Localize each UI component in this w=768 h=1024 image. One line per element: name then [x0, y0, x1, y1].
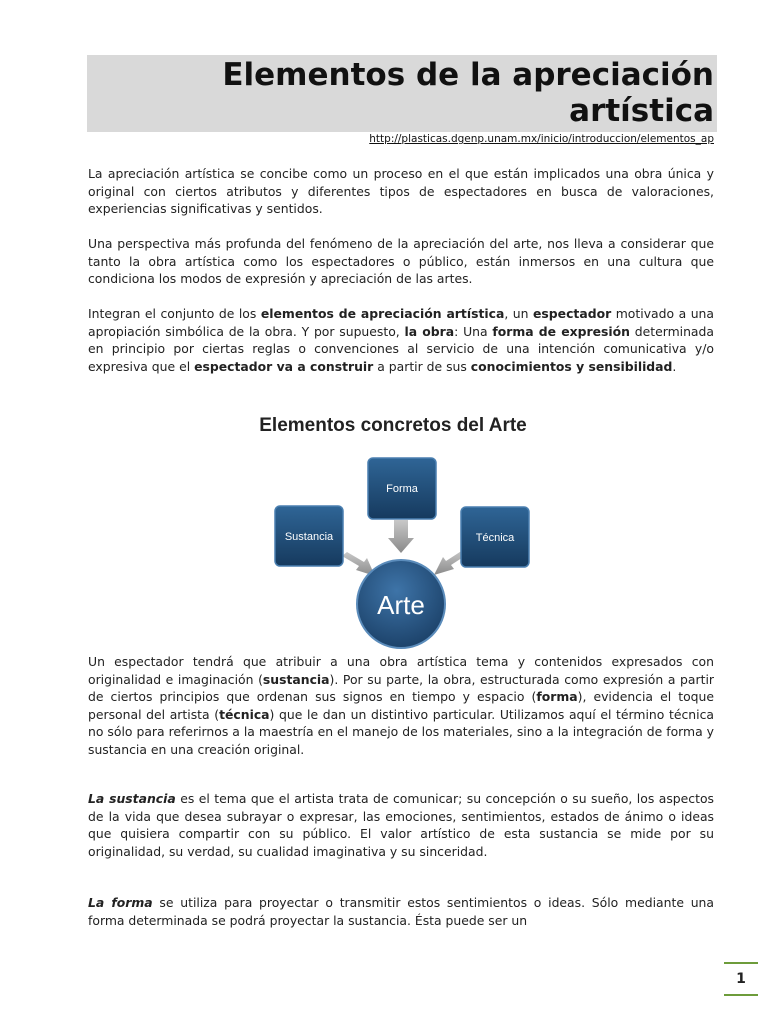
bold-italic-text: La sustancia — [88, 791, 176, 806]
text: determinada en principio por ciertas reglas o convenciones al servicio de una intención comunicativa y/o expresiva que el — [88, 323, 714, 374]
bold-text: forma de expresión — [492, 323, 630, 339]
bold-text: espectador — [533, 306, 612, 321]
title-line-2: artística — [569, 93, 714, 129]
node-forma-label: Forma — [386, 483, 418, 495]
bold-italic-text: La forma — [88, 895, 153, 910]
text: se utiliza para proyectar o transmitir estos sentimientos o ideas. Sólo mediante una forma determinada se podrá proyectar la sustancia. Ésta puede ser un — [88, 895, 714, 928]
bold-text: técnica — [219, 706, 270, 722]
paragraph-spectator — [88, 653, 714, 759]
title-line-1: Elementos de la apreciación — [222, 57, 714, 93]
paragraph-intro: La apreciación artística se concibe como un proceso en el que están implicados una obra única y original con ciertos atributos y diferentes tipos de espectadores en busca de valoraciones, experiencias significativas y sentidos. — [88, 166, 714, 217]
bold-text: conocimientos y sensibilidad — [470, 358, 673, 374]
text: : Una — [454, 323, 493, 339]
bold-text: espectador va a construir — [194, 358, 374, 374]
text: motivado a una apropiación simbólica de la obra. Y por supuesto, — [88, 306, 714, 339]
bold-text: elementos de apreciación artística — [260, 306, 505, 321]
art-elements-diagram — [240, 408, 570, 658]
node-tecnica-label: Técnica — [475, 532, 515, 544]
center-label: Arte — [377, 590, 425, 620]
bold-text: sustancia — [262, 671, 330, 687]
diagram-title: Elementos concretos del Arte — [259, 415, 527, 436]
text: a partir de sus — [373, 358, 471, 374]
paragraph-sustancia — [88, 790, 714, 860]
page-title — [94, 57, 714, 129]
text: ), evidencia el toque personal del artista ( — [88, 689, 714, 722]
source-link[interactable]: http://plasticas.dgenp.unam.mx/inicio/introduccion/elementos_ap — [369, 133, 714, 145]
paragraph-elements — [88, 305, 714, 375]
bold-text: forma — [536, 689, 578, 705]
text: ). Por su parte, la obra, estructurada como expresión a partir de ciertos principios que ordenan sus signos en tiempo y espacio ( — [88, 671, 714, 705]
paragraph-perspective: Una perspectiva más profunda del fenómeno de la apreciación del arte, nos lleva a considerar que tanto la obra artística como los espectadores o público, están inmersos en una cultura que condiciona los modos de expresión y apreciación de las artes. — [88, 236, 714, 287]
text: es el tema que el artista trata de comunicar; su concepción o su sueño, los aspectos de la vida que desea subrayar o expresar, las emociones, sentimientos, estados de ánimo o ideas que quisiera compartir con su público. El valor artístico de esta sustancia se mide por su originalidad, su verdad, su cualidad imaginativa y su sinceridad. — [88, 791, 714, 859]
paragraph-forma — [88, 894, 714, 929]
text: Un espectador tendrá que atribuir a una obra artística tema y contenidos expresados con originalidad e imaginación ( — [88, 654, 714, 687]
text: . — [672, 358, 677, 374]
text: , un — [504, 306, 534, 321]
page-number: 1 — [724, 962, 758, 996]
node-sustancia-label: Sustancia — [284, 531, 334, 543]
text: Integran el conjunto de los — [88, 306, 261, 321]
text: ) que le dan un distintivo particular. Utilizamos aquí el término técnica no sólo para referirnos a la maestría en el manejo de los materiales, sino a la integración de forma y sustancia en una creación original. — [88, 706, 714, 757]
arrow-top — [388, 520, 414, 553]
bold-text: la obra — [404, 323, 455, 339]
